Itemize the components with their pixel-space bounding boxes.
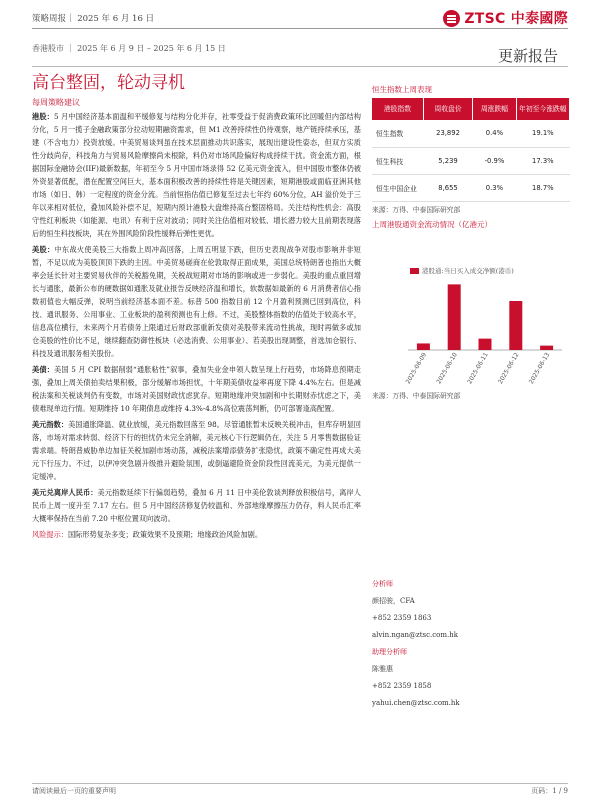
table-cell: 5,239	[423, 147, 472, 174]
assistant-analyst-header: 助理分析师	[372, 648, 407, 656]
paragraph-hk	[32, 110, 361, 240]
paragraph-text: 美元指数延续下行偏弱趋势，叠加 6 月 11 日中美伦敦谈判释放积极信号，离岸人民币上周一度升至 7.17 左右。但 5 月中国经济修复仍较温和、外部地缘摩擦压力仍存，料人民币汇率大概率保持在当前 7.20 中枢位置双向波动。	[32, 488, 361, 523]
bar-2025-06-12	[509, 301, 522, 350]
table-row	[372, 174, 570, 201]
table-cell: 23,892	[423, 120, 472, 147]
x-tick-label: 2025-06-09	[404, 351, 429, 386]
table-cell: 17.3%	[516, 147, 569, 174]
paragraph-lead: 美元指数：	[32, 420, 69, 429]
paragraph-text: 5 月中国经济基本面温和平缓修复与结构分化并存，社零受益于促消费政策环比回暖但内部结构分化，5 月一揽子金融政策部分拉动短期融资需求，但 M1 改善持续性仍待观察，地产链持续承压，基建（不含电力）投资放缓。中美贸易谈判虽在技术层面推动共识落实，展现出建设性姿态，但双方实质性分歧尚存，科技角力与贸易风险摩擦尚未根除，料仍对市场风险偏好构成持续干扰。资金流方面，根据国际金融协会(IIF)最新数据，年初至今 5 月中国市场录得 52 亿美元资金流入，但中国股市整体仍被外资显著低配，潜在配置空间巨大，基本面积极改善的持续性将是关键因素，短期港股或面临亚洲其他市场（如日、韩）一定程度的资金分流。当前恒指估值已修复至过去七年约 60%分位，AH 溢价处于三年以来相对低位，叠加风险补偿不足，短期内预计港股大盘维持高台整固格局。关注结构性机会：高股守性红利板块（如能源、电讯）有利于应对波动；同时关注估值相对较低、增长潜力较大且前期表现落后的恒生科技板块，其在外围风险阶段性缓释后弹性更优。	[32, 112, 361, 238]
risk-note	[32, 528, 361, 541]
bar-2025-06-10	[448, 284, 461, 350]
paragraph-lead: 美股：	[32, 245, 55, 254]
bar-2025-06-09	[417, 343, 430, 350]
table-header-row	[372, 98, 570, 120]
table-cell: 恒生指数	[372, 120, 423, 147]
analyst-section	[372, 576, 570, 712]
analyst-email[interactable]: alvin.ngan@ztsc.com.hk	[372, 631, 458, 639]
table-row	[372, 120, 570, 147]
table-header: 周涨跌幅	[473, 98, 516, 120]
table-cell: 0.3%	[473, 174, 516, 201]
index-table	[372, 98, 570, 202]
subheader: 香港股市 ｜ 2025 年 6 月 9 日 – 2025 年 6 月 15 日	[32, 44, 226, 53]
assistant-analyst-phone: +852 2359 1858	[372, 682, 432, 690]
logo-text: ZTSC 中泰國際	[464, 11, 568, 27]
legend-swatch	[410, 268, 419, 274]
table-cell: 18.7%	[516, 174, 569, 201]
table-header: 年初至今涨跌幅	[516, 98, 569, 120]
assistant-analyst-name: 陈雅惠	[372, 665, 393, 673]
paragraph-text: 美国通胀降温、就业放缓，美元指数回落至 98。尽管通胀暂未反映关税冲击，但库存明显回落，市场对需求转弱、经济下行的担忧仍未完全消解，美元核心下行逻辑仍在，关注 5 月零售数据验证需求端。特朗普威胁单边加征关税加剧市场动荡，减税法案增添债务扩张隐忧，政策不确定性再成大美元下行压力。不过，以伊冲突急剧升级推升避险氛围，或倒逼避险资金阶段性回流美元，为美元提供一定缓冲。	[32, 420, 361, 481]
paragraph-text: 中东战火使美股三大指数上周冲高回落，上周五明显下跌，但历史表现战争对股市影响并非短暂，不足以成为美股顶顶下跌的主因。中美贸易磋商在伦敦取得正面成果，美国总统特朗普也指出大概率会延长针对主要贸易伙伴的关税豁免期，关税战短期对市场的影响或进一步弱化。美股的重点重回增长与通胀，最新公布的硬数据如通胀及就业报告反映经济温和增长，软数据如最新的 6 月消费者信心指数初值也大幅反弹，说明当前经济基本面不差。标普 500 指数目前 12 个月盈利预测已回到高位，科技、通讯服务、公用事业、工业板块的盈利预测也有上修。不过，美股整体指数的估值处于较高水平，信息高位横行，未来两个月若债务上限通过后财政部重新发债对美股带来流动性挑战，现时再做多或加仓美股的性价比不足，继续翻查防御性板块（必选消费、公用事业）、若美股出现调整，首选加仓银行、科技及通讯服务相关股份。	[32, 245, 361, 358]
paragraph-lead: 美元兑离岸人民币：	[32, 488, 98, 497]
chart-legend	[410, 266, 514, 275]
table-header: 港股指数	[372, 98, 423, 120]
analyst-name: 颜招骏，CFA	[372, 597, 415, 605]
report-type: 更新报告	[497, 47, 558, 65]
paragraph-usd-index	[32, 418, 361, 483]
header-divider	[32, 66, 568, 67]
table-cell: 恒生科技	[372, 147, 423, 174]
index-table-title: 恒生指数上周表现	[372, 85, 432, 94]
analyst-phone: +852 2359 1863	[372, 614, 432, 622]
table-cell: 19.1%	[516, 120, 569, 147]
legend-label: 港股通:当日买入成交净额(港币)	[422, 267, 514, 275]
paragraph-text: 美国 5 月 CPI 数据削弱“通胀粘性”叙事，叠加失业金申领人数呈现上行趋势，市场降息预期走强，叠加上周关债拍卖结果积极，部分缓解市场担忧，十年期美债收益率再度下降 4.4%左右。但是减税法案和关税谈判仍有变数，市场对美国财政忧虑犹存。短期地缘冲突加剧和中长期财赤忧虑之下，美债难现单边行情。短期维持 10 年期债息或维持 4.3%-4.8%高位震荡判断，仍可部署逢高配置。	[32, 365, 361, 413]
footer-disclaimer: 请阅读最后一页的重要声明	[32, 787, 116, 795]
chart-title: 上周港股通资金流动情况（亿港元）	[372, 219, 492, 229]
page-number: 页码：1 / 9	[531, 787, 568, 795]
flow-chart	[372, 266, 570, 386]
paragraph-us-stocks	[32, 243, 361, 360]
table-cell: 8,655	[423, 174, 472, 201]
top-divider	[32, 28, 568, 29]
bar-2025-06-11	[479, 339, 492, 350]
table-row	[372, 147, 570, 174]
assistant-analyst-email[interactable]: yahui.chen@ztsc.com.hk	[372, 699, 460, 707]
x-tick-label: 2025-06-13	[527, 351, 552, 386]
table-header: 周收盘价	[423, 98, 472, 120]
x-tick-label: 2025-06-11	[466, 351, 490, 386]
table-cell: -0.9%	[473, 147, 516, 174]
risk-label: 风险提示：	[32, 530, 68, 539]
table-cell: 0.4%	[473, 120, 516, 147]
paragraph-us-bonds	[32, 363, 361, 415]
chart-source: 来源：万得、中泰国际研究部	[372, 392, 461, 400]
index-performance-panel	[372, 84, 570, 233]
footer-divider	[32, 783, 568, 784]
table-cell: 恒生中国企业	[372, 174, 423, 201]
risk-text: 国际形势复杂多变；政策效果不及预期；地缘政治风险加剧。	[67, 530, 263, 539]
table-source: 来源：万得、中泰国际研究部	[372, 205, 461, 214]
body-text	[32, 110, 361, 544]
x-tick-label: 2025-06-12	[497, 351, 521, 386]
paragraph-lead: 美债：	[32, 365, 55, 374]
section-tag: 每周策略建议	[32, 98, 80, 107]
chart-canvas	[372, 266, 570, 386]
company-logo	[443, 8, 568, 28]
bar-2025-06-13	[540, 346, 553, 350]
doc-type: 策略周报｜ 2025 年 6 月 16 日	[32, 14, 155, 24]
top-bar	[32, 8, 568, 26]
paragraph-lead: 港股：	[32, 112, 54, 121]
x-tick-label: 2025-06-10	[435, 351, 459, 386]
logo-icon	[443, 10, 460, 27]
paragraph-usd-cnh	[32, 486, 361, 525]
analyst-header: 分析师	[372, 580, 393, 588]
page-title: 高台整固，轮动寻机	[32, 73, 185, 93]
